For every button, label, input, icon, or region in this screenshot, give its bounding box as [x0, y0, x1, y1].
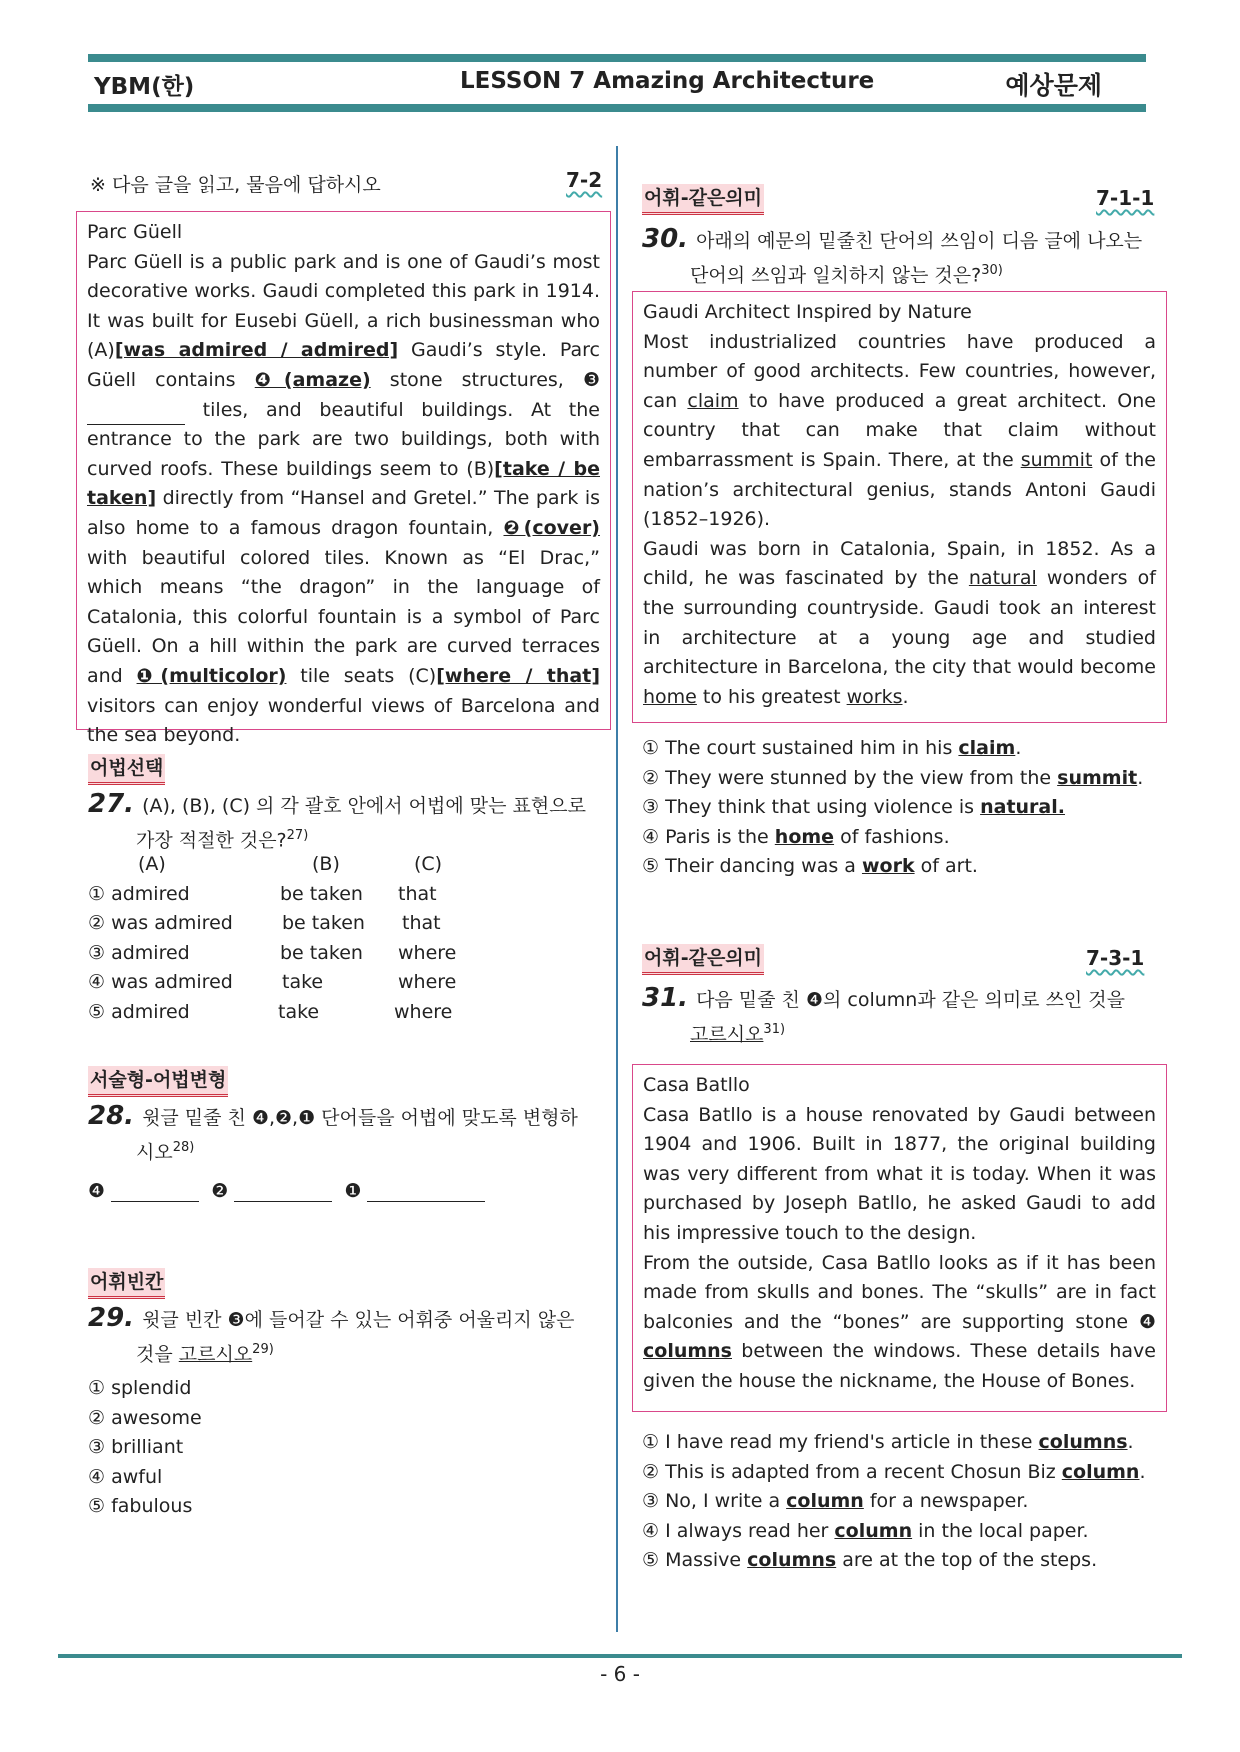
q29-tag: 어휘빈칸: [88, 1268, 165, 1299]
q28-question: 28. 윗글 밑줄 친 ❹,❷,❶ 단어들을 어법에 맞도록 변형하 시오$^{28)}$: [88, 1101, 578, 1164]
q27-header-row: (A) (B) (C): [138, 853, 443, 875]
q31-question: 31. 다음 밑줄 친 ❹의 column과 같은 의미로 쓰인 것을 고르시오$^{31)}$: [642, 983, 1126, 1046]
q31-option-5[interactable]: ⑤ Massive columns are at the top of the steps.: [642, 1549, 1098, 1572]
answer-blank-2[interactable]: [234, 1181, 332, 1202]
q29-options: [88, 1374, 202, 1522]
passage-body: Parc Güell is a public park and is one of Gaudi’s most decorative works. Gaudi completed this park in 1914. It was built for Eusebi Güell, a rich businessman who (A)[was admired / admired] Gaudi’s style. Parc Güell contains ❹(amaze) stone structures, ❸ tiles, and beautiful buildings. At the entrance to the park are two buildings, both with curved roofs. These buildings seem to (B)[take / be taken] directly from “Hansel and Gretel.” The park is also home to a famous dragon fountain, ❷(cover) with beautiful colored tiles. Known as “El Drac,” which means “the dragon” in the language of Catalonia, this colorful fountain is a symbol of Parc Güell. On a hill within the park are curved terraces and ❶(multicolor) tile seats (C)[where / that] visitors can enjoy wonderful views of Barcelona and the sea beyond.: [87, 250, 600, 747]
q27-option-5[interactable]: ⑤ admired take where: [88, 1000, 453, 1023]
page-number: - 6 -: [600, 1662, 640, 1686]
q27-tag: 어법선택: [88, 754, 165, 785]
q27-option-4[interactable]: ④ was admired take where: [88, 971, 457, 994]
q31-option-2[interactable]: ② This is adapted from a recent Chosun Biz column.: [642, 1460, 1146, 1483]
column-divider: [616, 146, 618, 1632]
q30-tag: 어휘-같은의미: [642, 184, 764, 215]
q31-tag: 어휘-같은의미: [642, 944, 764, 975]
q31-options: [642, 1428, 1146, 1576]
passage-para-1: Most industrialized countries have produced a number of good architects. Few countries, however, can claim to have produced a great architect. One country that can make that claim without embarrassment is Spain. There, at the summit of the nation’s architectural genius, stands Antoni Gaudi (1852–1926).: [643, 330, 1156, 531]
passage-casa-batllo: [632, 1064, 1167, 1412]
word-amaze: ❹(amaze): [254, 368, 371, 391]
q27-option-1[interactable]: ① admired be taken that: [88, 882, 437, 905]
passage-para-2: Gaudi was born in Catalonia, Spain, in 1852. As a child, he was fascinated by the natural wonders of the surrounding countryside. Gaudi took an interest in architecture at a young age and studied architecture in Barcelona, the city that would become home to his greatest works.: [643, 537, 1156, 708]
word-multicolor: ❶(multicolor): [136, 664, 287, 687]
answer-blank-3[interactable]: [367, 1181, 485, 1202]
page-header: [94, 62, 1140, 102]
section-code: 7-2: [566, 168, 603, 192]
q30-option-2[interactable]: ② They were stunned by the view from the summit.: [642, 766, 1144, 789]
q29-option-4[interactable]: ④ awful: [88, 1465, 163, 1488]
q29-question: 29. 윗글 빈칸 ❸에 들어갈 수 있는 어휘중 어울리지 않은 것을 고르시오$^{29)}$: [88, 1303, 575, 1366]
header-section-label: 예상문제: [1005, 71, 1102, 100]
choice-c: [where / that]: [436, 664, 600, 687]
choice-b: [take / be taken]: [87, 457, 600, 510]
passage-parc-guell: [76, 211, 611, 747]
answer-blank-1[interactable]: [111, 1181, 199, 1202]
q31-option-1[interactable]: ① I have read my friend's article in these columns.: [642, 1431, 1134, 1453]
header-top-bar: [88, 54, 1146, 62]
q27-option-2[interactable]: ② was admired be taken that: [88, 912, 441, 935]
q29-option-1[interactable]: ① splendid: [88, 1377, 192, 1399]
choice-a: [was admired / admired]: [114, 339, 399, 362]
passage-title: Gaudi Architect Inspired by Nature: [643, 301, 972, 323]
word-cover: ❷(cover): [503, 516, 600, 539]
q28-tag: 서술형-어법변형: [88, 1066, 228, 1097]
q31-option-3[interactable]: ③ No, I write a column for a newspaper.: [642, 1490, 1029, 1513]
passage-gaudi: [632, 291, 1167, 723]
footer-bar: [58, 1654, 1182, 1658]
q27-options: [88, 850, 588, 1028]
q31-option-4[interactable]: ④ I always read her column in the local paper.: [642, 1519, 1089, 1542]
q30-options: [642, 734, 1143, 882]
header-bottom-bar: [88, 104, 1146, 112]
instruction: ※ 다음 글을 읽고, 물음에 답하시오: [90, 174, 381, 196]
passage-title: Parc Güell: [87, 221, 183, 243]
q30-code: 7-1-1: [1096, 186, 1155, 210]
lesson-title: LESSON 7 Amazing Architecture: [460, 68, 875, 94]
passage-para-1: Casa Batllo is a house renovated by Gaudi between 1904 and 1906. Built in 1877, the original building was very different from what it is today. When it was purchased by Joseph Batllo, he asked Gaudi to add his impressive touch to the design.: [643, 1103, 1156, 1244]
q31-code: 7-3-1: [1086, 946, 1145, 970]
blank-b: [87, 404, 185, 425]
passage-title: Casa Batllo: [643, 1074, 750, 1096]
q27-question: 27. (A), (B), (C) 의 각 괄호 안에서 어법에 맞는 표현으로 가장 적절한 것은?$^{27)}$: [88, 789, 586, 852]
q30-option-1[interactable]: ① The court sustained him in his claim.: [642, 737, 1022, 759]
passage-para-2: From the outside, Casa Batllo looks as if it has been made from skulls and bones. The “skulls” are in fact balconies and the “bones” are supporting stone ❹ columns between the windows. These details have given the house the nickname, the House of Bones.: [643, 1251, 1156, 1392]
q29-option-2[interactable]: ② awesome: [88, 1406, 202, 1429]
q30-option-3[interactable]: ③ They think that using violence is natural.: [642, 796, 1065, 819]
q30-question: 30. 아래의 예문의 밑줄친 단어의 쓰임이 디음 글에 나오는 단어의 쓰임과 일치하지 않는 것은?$^{30)}$: [642, 224, 1143, 287]
q28-answer-blanks: ❹ ❷ ❶: [88, 1180, 485, 1202]
publisher-label: YBM(한): [94, 74, 195, 100]
q30-option-5[interactable]: ⑤ Their dancing was a work of art.: [642, 855, 978, 878]
q29-option-3[interactable]: ③ brilliant: [88, 1436, 184, 1459]
q30-option-4[interactable]: ④ Paris is the home of fashions.: [642, 825, 950, 848]
q27-option-3[interactable]: ③ admired be taken where: [88, 941, 457, 964]
q29-option-5[interactable]: ⑤ fabulous: [88, 1495, 193, 1518]
